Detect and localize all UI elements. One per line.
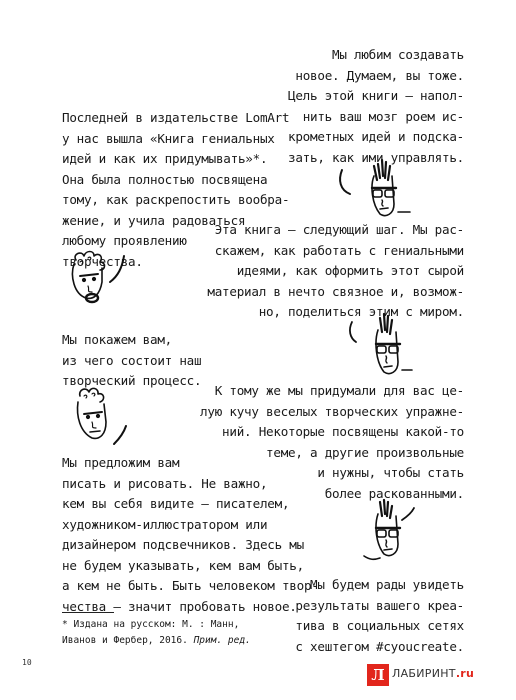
- footnote-line: [62, 633, 251, 649]
- text-line: тому, как раскрепостить вообра-: [62, 192, 290, 207]
- labirint-watermark: [392, 667, 474, 680]
- footnote-line: * Издана на русском: М. : Манн,: [62, 619, 240, 630]
- text-line: дизайнером подсвечников. Здесь мы: [62, 537, 304, 552]
- text-line: ний. Некоторые посвящены какой-то: [222, 424, 464, 439]
- text-line: крометных идей и подска-: [288, 129, 464, 144]
- footnote-citation: Иванов и Фербер, 2016.: [62, 635, 188, 646]
- text-line: кем вы себя видите — писателем,: [62, 496, 290, 511]
- thinking-face-doodle: [62, 384, 142, 454]
- footnote-editor-note: Прим. ред.: [193, 635, 251, 646]
- next-step-paragraph: [190, 220, 464, 323]
- text-line: нить ваш мозг роем ис-: [302, 108, 464, 124]
- text-line: любому проявлению: [62, 233, 187, 248]
- text-line: Мы предложим вам: [62, 455, 180, 470]
- watermark-prefix: ЛАБИРИНТ: [392, 667, 456, 680]
- curly-hair-face-doodle: [62, 246, 142, 316]
- text-line: новое. Думаем, вы тоже.: [295, 67, 464, 83]
- text-line: скажем, как работать с гениальными: [214, 242, 464, 258]
- text-line: Мы любим создавать: [332, 47, 464, 62]
- text-line: не будем указывать, кем вам быть,: [62, 557, 304, 573]
- spiky-hair-face-doodle: [328, 156, 418, 228]
- text-line: но, поделиться этим с миром.: [258, 304, 464, 319]
- text-line: творческий процесс.: [62, 373, 202, 388]
- smiling-face-doodle: [340, 498, 420, 570]
- text-line: художником-иллюстратором или: [62, 516, 268, 532]
- text-line: Мы будем рады увидеть: [310, 577, 464, 592]
- text-line: а кем не быть. Быть человеком твор-: [62, 578, 319, 593]
- page-number: 10: [22, 658, 32, 667]
- watermark-suffix: .ru: [455, 667, 475, 680]
- text-line: у нас вышла «Книга гениальных: [62, 130, 275, 146]
- text-line: более раскованными.: [324, 485, 464, 501]
- text-line: теме, а другие произвольные: [266, 444, 464, 460]
- text-line: писать и рисовать. Не важно,: [62, 475, 268, 491]
- text-line: Эта книга — следующий шаг. Мы рас-: [214, 222, 464, 237]
- text-line: результаты вашего креа-: [295, 597, 464, 613]
- text-line: чества — значит пробовать новое.: [62, 598, 297, 614]
- social-paragraph: [254, 575, 464, 657]
- footnote-rule: [62, 612, 114, 613]
- text-line: и нужны, чтобы стать: [317, 465, 464, 480]
- text-line: с хештегом #cyoucreate.: [295, 638, 464, 654]
- footnote: [62, 617, 251, 649]
- text-line: зать, как ими управлять.: [288, 149, 464, 165]
- text-line: идей и как их придумывать»*.: [62, 151, 268, 166]
- text-line: К тому же мы придумали для вас це-: [214, 383, 464, 398]
- process-paragraph: [62, 330, 201, 392]
- text-line: Цель этой книги — напол-: [288, 88, 464, 103]
- text-line: Последней в издательстве LomArt: [62, 110, 290, 125]
- text-line: тива в социальных сетях: [295, 618, 464, 633]
- text-line: творчества.: [62, 253, 143, 269]
- text-line: жение, и учила радоваться: [62, 212, 246, 228]
- text-line: Мы покажем вам,: [62, 332, 172, 347]
- text-line: материал в нечто связное и, возмож-: [207, 283, 464, 299]
- labirint-logo-icon: Л: [367, 664, 389, 686]
- text-line: идеями, как оформить этот сырой: [236, 263, 464, 278]
- glasses-face-doodle: [340, 312, 420, 386]
- text-line: из чего состоит наш: [62, 352, 202, 368]
- text-line: Она была полностью посвящена: [62, 171, 268, 187]
- text-line: лую кучу веселых творческих упражне-: [200, 403, 464, 419]
